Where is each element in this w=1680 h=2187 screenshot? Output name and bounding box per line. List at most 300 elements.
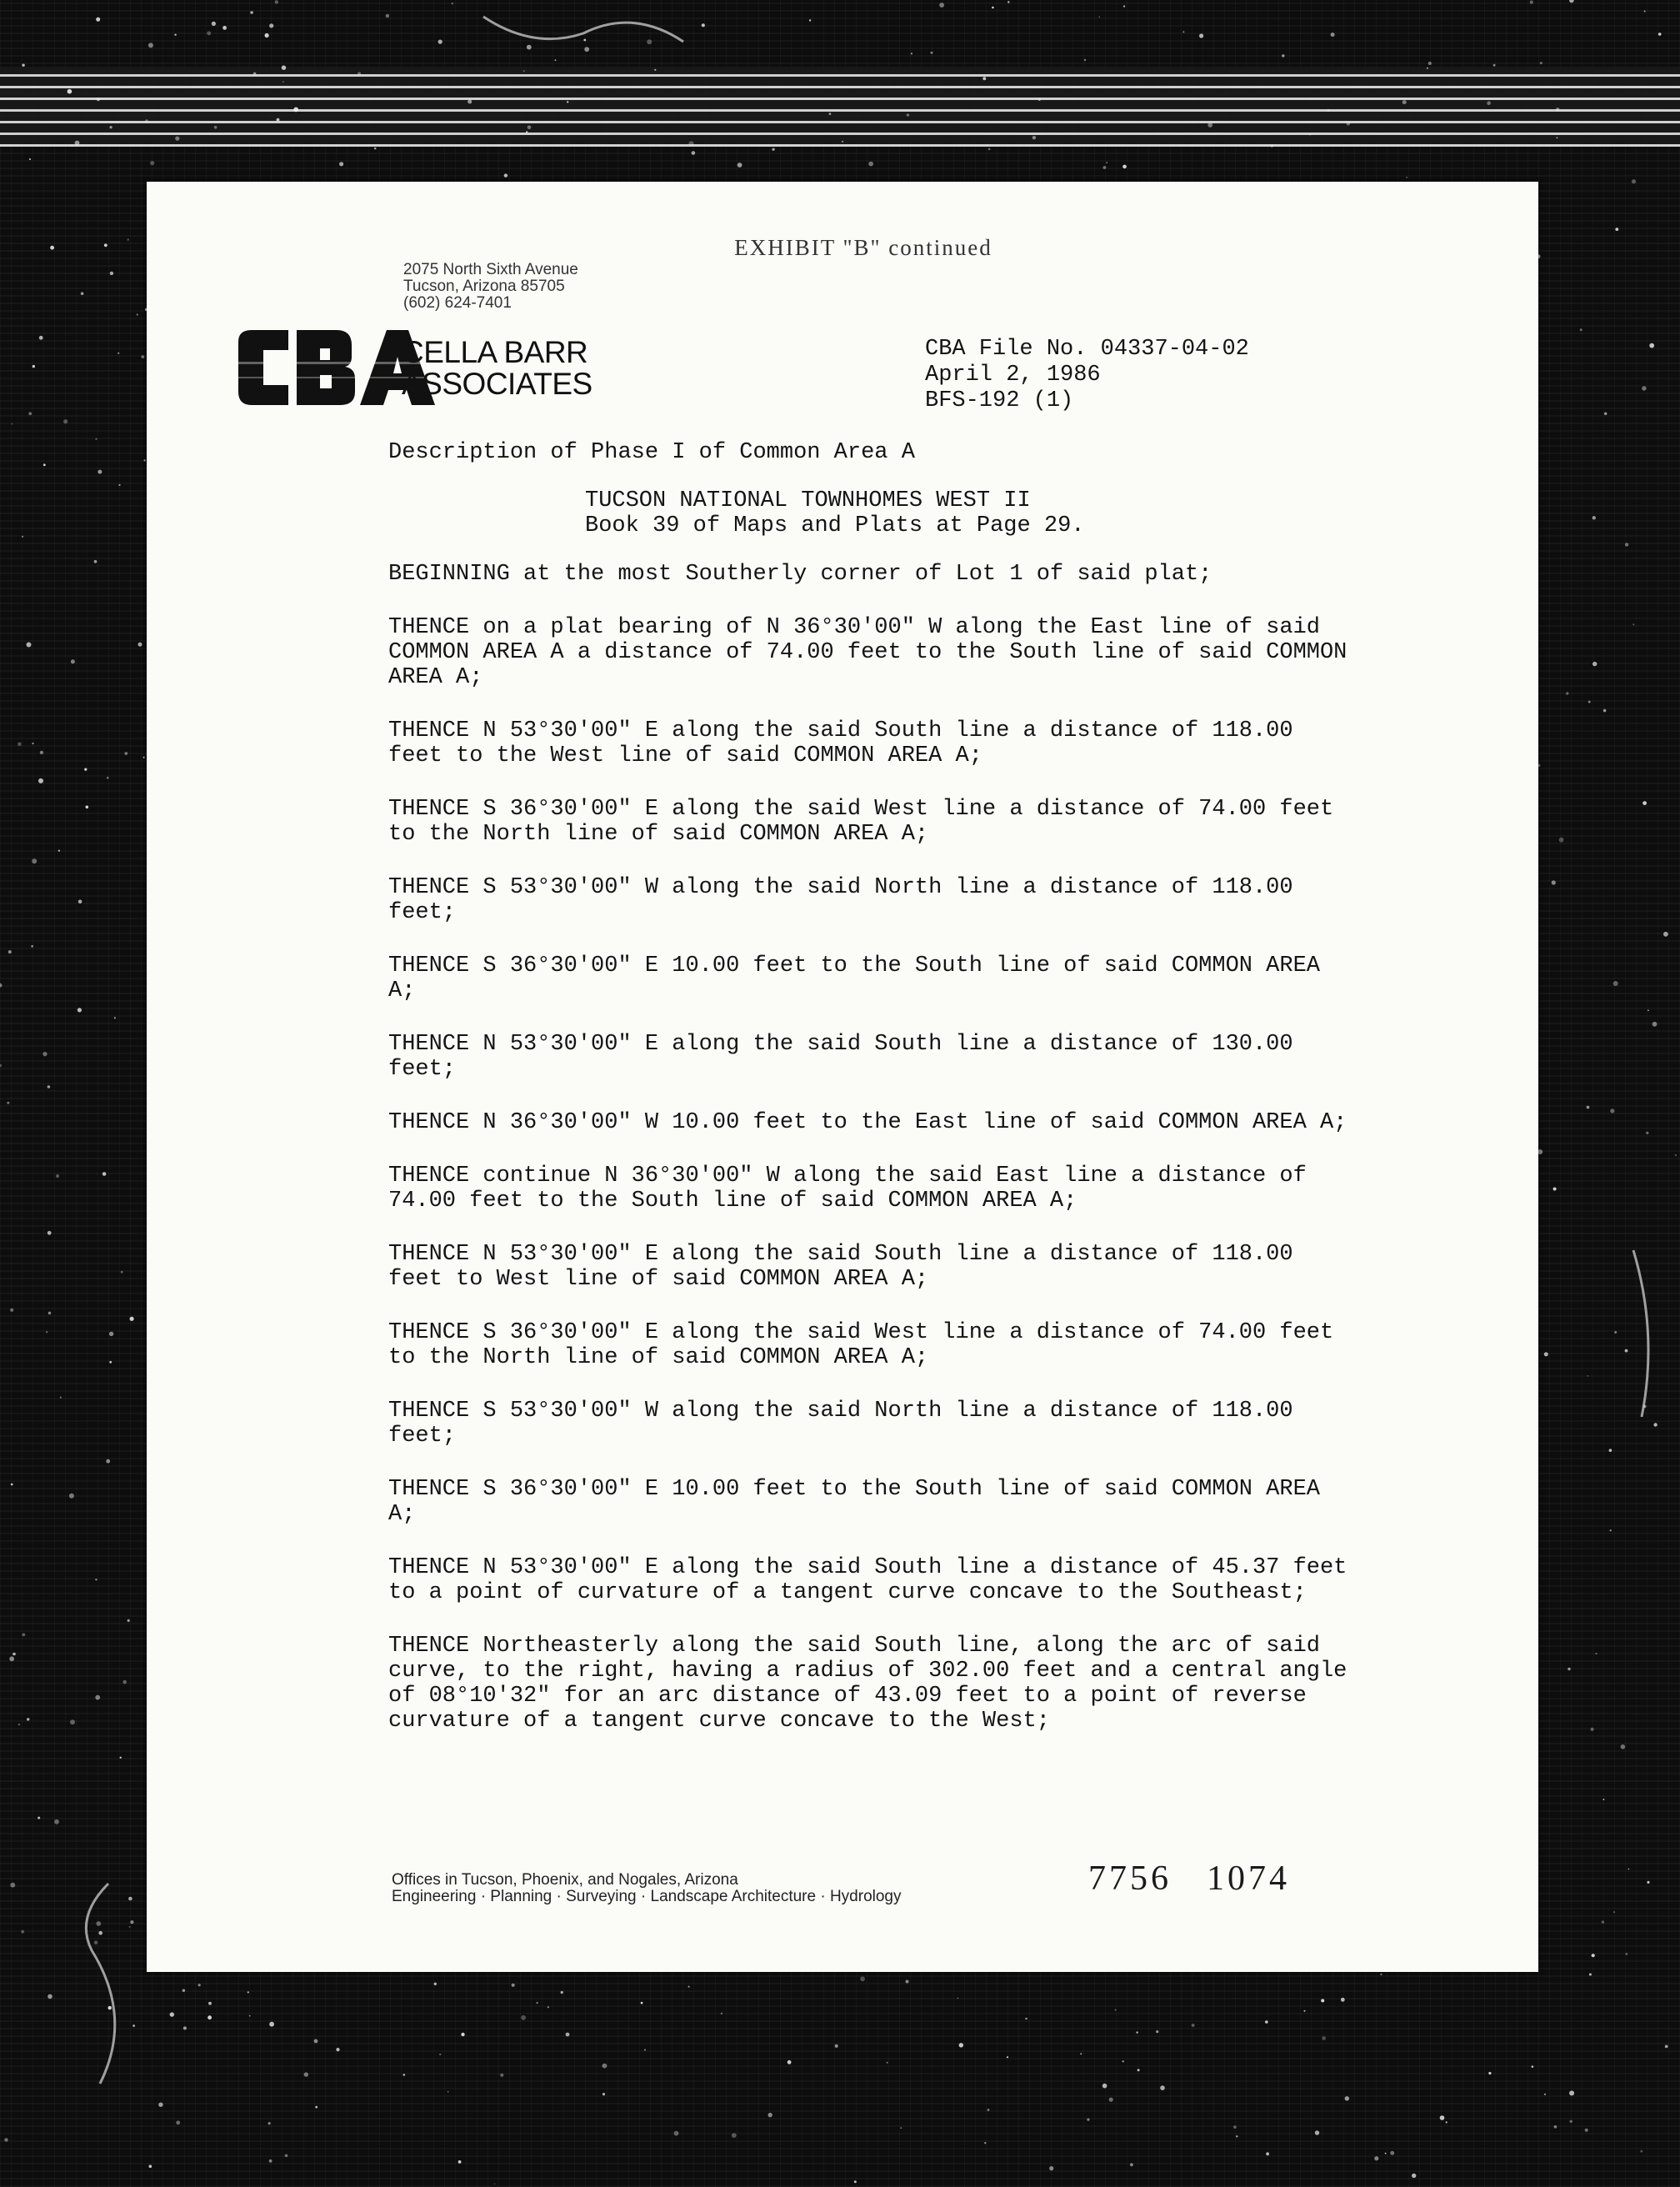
scan-speck — [293, 108, 298, 113]
scan-speck — [1587, 1106, 1590, 1109]
scan-speck — [1102, 2084, 1108, 2089]
scan-speck — [95, 438, 97, 440]
scan-speck — [282, 81, 284, 83]
scan-speck — [56, 1174, 59, 1178]
scan-speck — [315, 2106, 318, 2109]
scan-speck — [374, 148, 377, 150]
scan-speck — [732, 2133, 737, 2138]
scan-speck — [269, 23, 273, 28]
scan-speck — [176, 2120, 180, 2124]
scan-speck — [1315, 2130, 1319, 2134]
description-paragraph: THENCE N 53°30'00" E along the said South line a distance of 130.00 feet; — [388, 1032, 1293, 1082]
scan-speck — [109, 1332, 113, 1336]
scan-speck — [448, 2091, 449, 2093]
scan-speck — [982, 77, 986, 80]
stamp-docket: 7756 — [1088, 1859, 1172, 1898]
scan-speck — [548, 2006, 549, 2008]
scan-speck — [958, 1998, 959, 1999]
scan-speck — [584, 47, 589, 52]
firm-address — [403, 262, 653, 312]
subject-line: TUCSON NATIONAL TOWNHOMES WEST II — [585, 488, 1031, 513]
firm-footer — [392, 1872, 902, 1905]
scan-speck — [95, 1695, 100, 1700]
scan-speck — [1602, 1799, 1604, 1800]
scan-scratch — [483, 17, 683, 42]
footer-offices: Offices in Tucson, Phoenix, and Nogales, Arizona — [392, 1871, 738, 1889]
scan-speck — [1532, 2065, 1534, 2068]
scan-speck — [95, 1579, 97, 1580]
scan-speck — [602, 2064, 608, 2069]
scan-speck — [86, 806, 89, 809]
scan-speck — [835, 2044, 838, 2048]
scan-speck — [1591, 1728, 1594, 1731]
scan-speck — [1446, 2121, 1448, 2123]
scan-speck — [900, 2127, 902, 2129]
scan-speck — [842, 141, 843, 143]
scan-speck — [275, 0, 278, 3]
scan-speck — [1613, 981, 1618, 986]
scan-speck — [1625, 543, 1628, 546]
scan-speck — [48, 1312, 52, 1315]
scan-speck — [118, 484, 120, 486]
scan-speck — [1109, 2098, 1113, 2102]
scan-speck — [439, 2054, 441, 2055]
scan-speck — [304, 2072, 308, 2076]
scan-speck — [208, 2015, 212, 2019]
scan-speck — [84, 768, 87, 771]
scan-speck — [1663, 932, 1668, 937]
scan-speck — [1136, 2031, 1138, 2033]
scan-speck — [992, 7, 994, 9]
scan-speck — [1406, 177, 1408, 178]
scan-speck — [674, 2131, 679, 2136]
description-paragraph: THENCE S 36°30'00" E along the said West line a distance of 74.00 feet to the North line of said COMMON AREA A; — [388, 797, 1334, 847]
scan-speck — [931, 52, 933, 54]
scan-speck — [1602, 1920, 1604, 1923]
scan-speck — [68, 89, 72, 94]
file-reference — [925, 337, 1249, 414]
scan-speck — [128, 1897, 132, 1901]
scan-speck — [1103, 166, 1107, 169]
exhibit-label: EXHIBIT "B" continued — [734, 235, 992, 260]
scan-speck — [567, 101, 568, 103]
scan-speck — [644, 2049, 646, 2051]
scan-speck — [868, 162, 873, 167]
scan-speck — [118, 353, 119, 354]
scan-speck — [1621, 1744, 1626, 1749]
scan-speck — [39, 336, 43, 340]
scan-speck — [158, 2103, 162, 2107]
scan-speck — [21, 1930, 24, 1934]
scan-speck — [688, 1986, 690, 1988]
scan-speck — [1049, 2166, 1053, 2170]
scan-speck — [183, 2026, 187, 2029]
scan-speck — [109, 1361, 112, 1364]
scan-speck — [28, 412, 32, 415]
scan-speck — [1658, 33, 1662, 36]
scan-speck — [434, 1983, 437, 1985]
scan-speck — [138, 643, 142, 647]
scan-speck — [1380, 1974, 1382, 1975]
scan-speck — [1588, 701, 1591, 703]
description-paragraph: THENCE N 53°30'00" E along the said South line a distance of 45.37 feet to a point of curvature of a tangent curve concave to the Southeast; — [388, 1555, 1348, 1605]
scan-speck — [71, 659, 75, 663]
scan-speck — [526, 131, 528, 133]
scan-speck — [1642, 386, 1646, 390]
scan-speck — [1115, 2009, 1117, 2011]
scan-speck — [78, 900, 82, 904]
scan-speck — [282, 66, 286, 70]
scan-speck — [1106, 162, 1108, 163]
scan-speck — [1592, 662, 1597, 666]
scan-speck — [1087, 2119, 1089, 2121]
scan-speck — [277, 118, 280, 122]
scan-speck — [1604, 413, 1607, 415]
scan-speck — [1038, 98, 1041, 101]
scan-speck — [265, 33, 269, 38]
scan-speck — [854, 2180, 857, 2183]
scan-speck — [527, 45, 532, 50]
scan-speck — [129, 1926, 131, 1928]
scan-scratch — [86, 1884, 114, 2084]
scan-speck — [149, 2164, 152, 2168]
scan-speck — [10, 1883, 15, 1888]
address-line: 2075 North Sixth Avenue — [403, 261, 578, 278]
scan-speck — [566, 2033, 570, 2037]
scan-speck — [253, 73, 257, 76]
scan-speck — [583, 39, 586, 42]
scan-speck — [121, 1271, 123, 1274]
scan-speck — [1138, 2069, 1140, 2071]
scan-speck — [1570, 2120, 1572, 2123]
scan-speck — [31, 945, 33, 948]
scan-speck — [452, 3, 453, 4]
scan-speck — [38, 1817, 40, 1819]
scan-speck — [1625, 1349, 1628, 1353]
scan-speck — [1610, 1529, 1612, 1531]
scan-speck — [1007, 2056, 1008, 2058]
scan-speck — [911, 53, 912, 54]
scan-speck — [461, 2033, 464, 2036]
scan-speck — [1182, 31, 1184, 33]
scan-speck — [22, 536, 23, 538]
scan-speck — [988, 2109, 990, 2111]
scan-speck — [32, 858, 37, 863]
description-paragraph: THENCE N 53°30'00" E along the said South line a distance of 118.00 feet to the West line of said COMMON AREA A; — [388, 718, 1293, 768]
scan-speck — [148, 43, 153, 48]
scan-speck — [1566, 692, 1568, 694]
scan-speck — [1080, 2053, 1082, 2054]
scan-speck — [1592, 1954, 1595, 1957]
scan-speck — [1341, 1998, 1345, 2002]
scan-speck — [32, 365, 35, 368]
scan-speck — [142, 355, 145, 358]
scan-speck — [22, 1634, 25, 1637]
scan-speck — [1412, 2174, 1416, 2178]
plat-subject — [585, 488, 1497, 538]
file-ref: BFS-192 (1) — [925, 388, 1074, 413]
scan-speck — [29, 158, 31, 160]
scan-speck — [48, 1085, 51, 1088]
scan-speck — [97, 98, 100, 102]
scan-speck — [48, 1231, 52, 1235]
scan-speck — [1328, 109, 1330, 112]
scan-speck — [110, 272, 113, 275]
scan-speck — [1592, 516, 1596, 519]
scan-speck — [11, 1484, 13, 1486]
scan-speck — [222, 26, 227, 30]
scan-speck — [132, 2024, 135, 2027]
scan-speck — [386, 14, 389, 18]
scan-speck — [60, 1397, 62, 1399]
scan-speck — [1615, 228, 1618, 231]
scan-speck — [268, 2122, 271, 2124]
scan-speck — [98, 470, 102, 474]
scan-speck — [120, 1757, 122, 1759]
scan-speck — [641, 2002, 643, 2004]
scan-speck — [69, 1494, 74, 1499]
scan-speck — [1025, 2018, 1027, 2019]
scan-speck — [1192, 2024, 1195, 2027]
scan-speck — [768, 2113, 772, 2117]
scan-speck — [1331, 33, 1335, 37]
scan-speck — [1233, 2125, 1237, 2129]
description-title: Description of Phase I of Common Area A — [388, 440, 915, 465]
scan-speck — [22, 64, 24, 67]
scan-speck — [1569, 0, 1574, 3]
scan-speck — [1488, 2072, 1491, 2074]
scan-speck — [124, 752, 128, 755]
scan-speck — [1556, 108, 1559, 111]
scan-speck — [63, 419, 68, 423]
description-paragraph: THENCE continue N 36°30'00" W along the said East line a distance of 74.00 feet to the South line of said COMMON AREA A; — [388, 1164, 1307, 1214]
scan-speck — [829, 113, 832, 115]
scan-speck — [1610, 1109, 1614, 1113]
scan-speck — [314, 2039, 318, 2044]
scan-speck — [1552, 880, 1556, 884]
scan-speck — [528, 126, 532, 130]
scan-speck — [1084, 59, 1086, 61]
scan-speck — [602, 2093, 605, 2095]
scan-speck — [336, 2048, 339, 2051]
scan-speck — [1609, 1449, 1612, 1452]
scan-speck — [1208, 123, 1212, 128]
scan-speck — [1008, 1, 1009, 3]
scan-speck — [78, 1008, 82, 1012]
scan-speck — [339, 162, 343, 166]
scan-speck — [984, 2142, 986, 2144]
address-line: (602) 624-7401 — [403, 294, 512, 312]
scan-speck — [1614, 1331, 1617, 1334]
scan-speck — [1199, 33, 1203, 38]
scan-speck — [1428, 62, 1432, 65]
scan-speck — [1589, 1974, 1592, 1976]
scan-speck — [1271, 144, 1273, 147]
description-paragraph: THENCE on a plat bearing of N 36°30'00" W along the East line of said COMMON AREA A a distance of 74.00 feet to the South line of said COMMON AREA A; — [388, 615, 1348, 690]
scan-speck — [0, 983, 2, 988]
scan-speck — [10, 1309, 13, 1312]
scan-speck — [269, 2022, 274, 2027]
scan-speck — [128, 1619, 130, 1622]
scan-speck — [1628, 1869, 1630, 1870]
scan-speck — [182, 1989, 185, 1992]
scan-speck — [1160, 2085, 1165, 2090]
scan-speck — [1122, 2060, 1124, 2062]
scan-speck — [110, 126, 112, 128]
recording-stamp — [1088, 1859, 1290, 1899]
scan-speck — [1530, 1, 1533, 4]
scan-speck — [170, 2012, 174, 2016]
scan-speck — [1644, 11, 1646, 13]
scan-speck — [1585, 2129, 1588, 2132]
scan-speck — [1554, 2125, 1558, 2129]
scan-speck — [1265, 2020, 1268, 2024]
scan-speck — [1122, 165, 1127, 169]
scan-speck — [1632, 623, 1634, 625]
scan-speck — [50, 246, 54, 250]
scan-speck — [43, 463, 46, 466]
scan-speck — [500, 2074, 503, 2077]
scan-speck — [1603, 709, 1607, 713]
scan-speck — [98, 1931, 102, 1935]
scan-speck — [1596, 1653, 1598, 1654]
scan-speck — [788, 2060, 792, 2064]
scan-speck — [504, 173, 508, 177]
scan-speck — [58, 850, 60, 852]
scan-speck — [1304, 2010, 1306, 2012]
scan-speck — [1648, 1009, 1649, 1011]
scan-speck — [1544, 2094, 1546, 2095]
description-paragraph: THENCE Northeasterly along the said South line, along the arc of said curve, to the right, having a radius of 302.00 feet and a central angle of 08°10'32" for an arc distance of 43.09 feet to a point of reverse curvature of a tangent curve concave to the West; — [388, 1634, 1348, 1734]
scan-speck — [46, 1331, 48, 1333]
scan-speck — [1493, 64, 1496, 67]
scan-speck — [18, 743, 22, 747]
description-paragraph: THENCE S 36°30'00" E 10.00 feet to the South line of said COMMON AREA A; — [388, 953, 1320, 1003]
scan-speck — [1646, 1132, 1648, 1134]
scan-speck — [654, 69, 656, 71]
description-paragraph: THENCE S 36°30'00" E 10.00 feet to the South line of said COMMON AREA A; — [388, 1477, 1320, 1527]
scan-speck — [214, 126, 218, 129]
scan-speck — [269, 2159, 272, 2163]
scan-speck — [1665, 2045, 1668, 2049]
scan-speck — [1649, 343, 1654, 348]
description-paragraph: THENCE S 53°30'00" W along the said North line a distance of 118.00 feet; — [388, 875, 1293, 925]
scan-speck — [1640, 2150, 1642, 2153]
scan-speck — [1647, 1881, 1649, 1884]
scan-speck — [1652, 1022, 1658, 1027]
scan-speck — [75, 141, 80, 146]
scan-speck — [1632, 179, 1636, 183]
description-paragraph: THENCE N 53°30'00" E along the said South line a distance of 118.00 feet to West line of said COMMON AREA A; — [388, 1242, 1293, 1292]
scan-speck — [692, 151, 696, 155]
scan-speck — [1553, 1188, 1557, 1191]
scan-speck — [96, 18, 100, 22]
scan-speck — [94, 560, 98, 563]
scan-speck — [248, 1991, 249, 1993]
scan-speck — [12, 423, 13, 425]
scan-speck — [130, 1920, 133, 1924]
scan-speck — [887, 2062, 888, 2064]
scan-speck — [536, 2002, 538, 2004]
scan-speck — [772, 148, 774, 151]
scan-speck — [1032, 136, 1036, 139]
scan-speck — [104, 243, 108, 247]
scan-speck — [523, 70, 525, 72]
subject-line: Book 39 of Maps and Plats at Page 29. — [585, 513, 1085, 538]
scan-speck — [1544, 1352, 1548, 1356]
scan-speck — [1374, 2156, 1378, 2160]
scan-speck — [4, 2138, 8, 2141]
scan-speck — [137, 313, 138, 315]
scan-speck — [94, 1940, 98, 1944]
scan-speck — [907, 113, 910, 117]
scan-speck — [555, 59, 557, 61]
scan-speck — [1613, 1911, 1615, 1913]
scan-speck — [130, 1317, 134, 1321]
scan-speck — [81, 292, 84, 295]
scan-speck — [1390, 2151, 1394, 2155]
scan-speck — [1642, 801, 1647, 805]
scan-speck — [738, 163, 742, 168]
scan-speck — [174, 34, 176, 36]
scan-speck — [1557, 137, 1558, 138]
scan-speck — [1345, 2096, 1349, 2100]
scan-speck — [54, 1819, 59, 1824]
scan-speck — [468, 100, 472, 104]
scan-speck — [1580, 328, 1582, 331]
description-paragraph: THENCE N 36°30'00" W 10.00 feet to the East line of said COMMON AREA A; — [388, 1110, 1348, 1135]
description-paragraph: THENCE S 53°30'00" W along the said North line a distance of 118.00 feet; — [388, 1399, 1293, 1449]
scan-speck — [250, 11, 253, 14]
scan-speck — [7, 1102, 9, 1104]
scan-speck — [1266, 2152, 1269, 2155]
description-paragraph: THENCE S 36°30'00" E along the said West line a distance of 74.00 feet to the North line of said COMMON AREA A; — [388, 1320, 1334, 1370]
scan-speck — [1538, 1149, 1542, 1154]
scan-speck — [1540, 62, 1542, 64]
scan-speck — [18, 1724, 20, 1725]
scan-speck — [1309, 134, 1311, 136]
firm-name — [402, 337, 592, 400]
scan-speck — [107, 777, 109, 779]
scan-speck — [27, 1718, 29, 1720]
scan-speck — [143, 757, 145, 758]
scan-speck — [128, 238, 129, 240]
scan-speck — [212, 22, 216, 26]
scan-speck — [175, 137, 179, 141]
scan-speck — [70, 1719, 75, 1724]
scan-speck — [1123, 5, 1125, 7]
document-page — [147, 182, 1538, 1972]
legal-description — [388, 440, 1497, 1762]
scan-speck — [102, 1172, 107, 1176]
firm-name-line: ASSOCIATES — [402, 367, 592, 401]
scan-speck — [42, 1052, 47, 1056]
scan-speck — [249, 2015, 251, 2017]
scan-speck — [458, 2160, 462, 2164]
scan-speck — [1347, 122, 1351, 126]
firm-name-line: CELLA BARR — [402, 335, 588, 369]
scan-speck — [721, 2013, 722, 2014]
scan-speck — [108, 2006, 112, 2009]
scan-speck — [809, 19, 811, 21]
scan-speck — [1099, 17, 1101, 18]
scan-speck — [860, 1976, 865, 1981]
scan-speck — [32, 743, 33, 744]
scan-speck — [48, 1994, 52, 1999]
scan-speck — [521, 2015, 526, 2020]
description-paragraph: BEGINNING at the most Southerly corner of Lot 1 of said plat; — [388, 562, 1212, 587]
scan-speck — [8, 950, 12, 953]
